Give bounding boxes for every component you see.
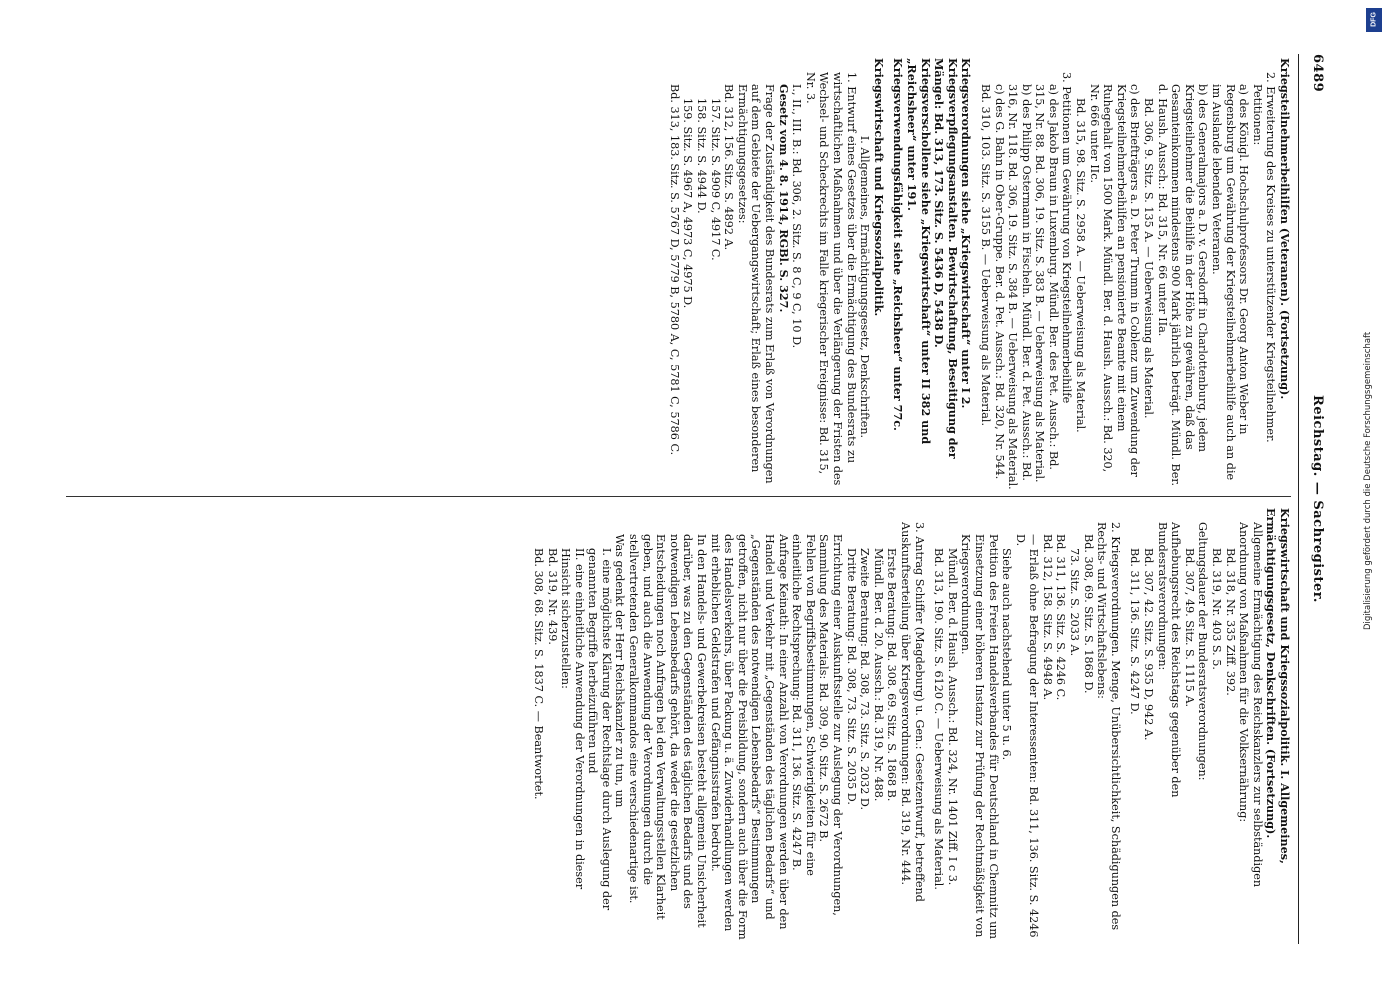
register-entry: Kriegswirtschaft und Kriegssozialpolitik. xyxy=(871,58,886,317)
register-entry: Fehlen von Begriffsbestimmungen, Schwierigkeiten für eine einheitliche Rechtsprechung: Bd. 311, 136. Sitz. S. 4247 B. xyxy=(790,534,817,876)
register-entry: I., II., III. B.: Bd. 306, 2. Sitz. S. 8 C, 9 C, 10 D. xyxy=(790,84,804,349)
credit-text: Digitalisierung gefördert durch die Deutsche Forschungsgemeinschaft xyxy=(1363,331,1373,630)
register-entry: b) des Philipp Ostermann in Fischeln. Mündl. Ber. d. Pet. Aussch.: Bd. 316, Nr. 118. Bd. 306, 19. Sitz. S. 384 B. — Ueberweisung als Material. xyxy=(1006,84,1033,490)
page-header xyxy=(1305,54,1325,944)
register-entry: 2. Erweiterung des Kreises zu unterstützender Kriegsteilnehmer. xyxy=(1264,72,1278,443)
register-entry: Siehe auch nachstehend unter 5 u. 6. xyxy=(1000,548,1014,761)
register-entry: Kriegsverwendungsfähigkeit siehe „Reichsheer“ unter 77c. xyxy=(891,58,906,431)
dfg-logo xyxy=(1366,8,1382,32)
register-entry: Mündl. Ber. d. Haush. Aussch.: Bd. 324, Nr. 1401 Ziff. I c 3. xyxy=(945,548,959,886)
page-number: 6489 xyxy=(1310,54,1325,93)
register-entry: Bd. 308, 69. Sitz. S. 1868 D. xyxy=(1081,534,1095,694)
register-entry: 73. Sitz. S. 2033 A. xyxy=(1068,548,1082,657)
register-entry: Bd. 307, 49. Sitz. S. 1115 A. xyxy=(1182,548,1196,708)
register-entry: — Erlaß ohne Befragung der Interessenten: Bd. 311, 136. Sitz. S. 4246 D. xyxy=(1013,534,1041,938)
register-entry: Was gedenkt der Herr Reichskanzler zu tun, um xyxy=(613,534,627,808)
register-entry: Petition des Freien Handelsverbandes für Deutschland in Chemnitz um Einsetzung einer höheren Instanz zur Prüfung der Rechtmäßigkeit von Kriegsverordnungen. xyxy=(959,534,1000,940)
register-entry: Kriegsverpflegungsanstalten. Bewirtschaftung, Beseitigung der Mängel: Bd. 313, 173. Sitz. S. 5436 D, 5438 D. xyxy=(932,58,960,459)
register-entry: Kriegswirtschaft und Kriegssozialpolitik. I. Allgemeines, Ermächtigungsgesetz, Denkschriften. (Fortsetzung). xyxy=(1264,508,1292,864)
register-entry: Aufhebungsrecht des Reichstags gegenüber den Bundesratsverordnungen: xyxy=(1155,522,1183,798)
page-title: Reichstag. — Sachregister. xyxy=(1310,395,1325,603)
column-divider xyxy=(66,496,1291,497)
register-entry: c) des Briefträgers a. D. Peter Trumm in Coblenz um Zuwendung der Kriegsteilnehmerbeihilfen an pensionierte Beamte mit einem Ruhegehalt von 1500 Mark. Mündl. Ber. d. Haush. Aussch.: Bd. 320, Nr. 666 unter IIc. xyxy=(1087,84,1142,477)
register-entry: Anfrage Keinath: In einer Anzahl von Verordnungen werden über den Handel und Verkehr mit „Gegenständen des täglichen Bedarfs“ und „Gegenständen des notwendigen Lebensbedarfs“ Bestimmungen getroffen, nicht nur über die Preisbildung, sondern auch über die Form des Handelsverkehrs, über Packung u. ä. Zuwiderhandlungen werden mit erheblichen Geldstrafen und Gefängnisstrafen bedroht. xyxy=(708,534,790,940)
register-entry: Kriegsverschollene siehe „Kriegswirtschaft“ unter II 382 und „Reichsheer“ unter 191. xyxy=(904,58,933,445)
register-entry: Bd. 307, 42. Sitz. S. 935 D, 942 A. xyxy=(1142,548,1156,741)
register-entry: Mündl. Ber. d. 20. Aussch.: Bd. 319, Nr. 488. xyxy=(871,548,885,802)
register-entry: Bd. 318, Nr. 335 Ziff. 392. xyxy=(1223,548,1237,696)
register-entry: Bd. 311, 136. Sitz. S. 4246 C. xyxy=(1054,534,1068,701)
register-entry: Petitionen: xyxy=(1250,84,1264,146)
register-entry: Bd. 315, 98. Sitz. S. 2958 A. — Ueberweisung als Material. xyxy=(1074,98,1088,433)
right-column xyxy=(531,508,1291,940)
register-entry: Bd. 313, 183. Sitz. S. 5767 D, 5779 B, 5780 A, C, 5781 C, 5786 C. xyxy=(667,84,681,456)
register-entry: Bd. 308, 68. Sitz. S. 1837 C. — Beantwortet. xyxy=(531,548,545,800)
register-entry: Allgemeine Ermächtigung des Reichskanzlers zur selbständigen Anordnung von Maßnahmen für die Volksernährung: xyxy=(1237,522,1264,888)
register-entry: Erste Beratung: Bd. 308. 69. Sitz. S. 1868 B. xyxy=(885,548,899,802)
register-entry: Bd. 312, 158. Sitz. S. 4948 A. xyxy=(1040,534,1054,701)
register-entry xyxy=(926,508,932,940)
register-entry: Bd. 311, 136. Sitz. S. 4247 D. xyxy=(1128,548,1142,715)
header-rule xyxy=(1298,54,1299,944)
register-entry: 159. Sitz. S. 4967 A, 4973 C, 4975 D. xyxy=(681,98,695,309)
register-entry: 158. Sitz. S. 4944 D. xyxy=(695,98,709,214)
register-entry: Dritte Beratung: Bd. 308, 73. Sitz. S. 2035 D. xyxy=(844,548,858,805)
register-entry: I. eine möglichste Klärung der Rechtslage durch Auslegung der genannten Begriffe herbeizuführen und xyxy=(586,548,613,911)
register-entry xyxy=(1122,508,1128,940)
register-entry: II. eine einheitliche Anwendung der Verordnungen in dieser Hinsicht sicherzustellen: xyxy=(559,548,586,890)
register-entry: 3. Antrag Schiffer (Magdeburg) u. Gen.: Gesetzentwurf, betreffend Auskunftserteilung über Kriegsverordnungen: Bd. 319, Nr. 444. xyxy=(898,522,926,902)
register-entry: I. Allgemeines, Ermächtigungsgesetz, Denkschriften. xyxy=(858,135,872,439)
dfg-logo-text: DFG xyxy=(1370,12,1378,27)
register-entry: 1. Entwurf eines Gesetzes über die Ermächtigung des Bundesrats zu wirtschaftlichen Maßnahmen und über die Verlängerung der Fristen des Wechsel- und Scheckrechts im Falle kriegerischer Ereignisse: Bd. 315, Nr. 3. xyxy=(803,72,858,486)
register-entry: Bd. 312, 156. Sitz. S. 4892 A. xyxy=(722,84,736,251)
register-entry: 3. Petitionen um Gewährung von Kriegsteilnehmerbeihilfe xyxy=(1060,72,1074,404)
register-entry: In den Handels- und Gewerbekreisen besteht allgemein Unsicherheit darüber, was zu den Gegenständen des täglichen Bedarfs und des notwendigen Lebensbedarfs gehört, da weder die gesetzlichen Entscheidungen noch Anfragen bei den Verwaltungsstellen Klarheit geben, und auch die Anwendung der Verordnungen durch die stellvertretenden Generalkommandos eine verschiedenartige ist. xyxy=(627,534,709,928)
register-entry: Geltungsdauer der Bundesratsverordnungen: xyxy=(1196,522,1210,781)
register-entry: c) des G. Bahn in Ober-Gruppe. Ber. d. Pet. Aussch.: Bd. 320, Nr. 544. Bd. 310, 103. Sitz. S. 3155 B. — Ueberweisung als Material. xyxy=(978,84,1006,480)
register-entry: Bd. 319, Nr. 439. xyxy=(545,548,559,645)
register-entry: Errichtung einer Auskunftsstelle zur Auslegung der Verordnungen, Sammlung des Materials: Bd. 309, 90. Sitz. S. 2672 B. xyxy=(817,534,844,916)
register-entry: 2. Kriegsverordnungen. Menge, Unübersichtlichkeit, Schädigungen des Rechts- und Wirtschaftslebens: xyxy=(1095,522,1122,931)
register-entry: Kriegsteilnehmerbeihilfen (Veteranen). (Fortsetzung). xyxy=(1278,58,1292,400)
register-entry: Gesetz vom 4. 8. 1914, RGBl. S. 327. xyxy=(776,84,791,313)
register-entry: Bd. 319, Nr. 403 S. 5. xyxy=(1210,548,1224,670)
digitization-credit xyxy=(1363,10,1377,630)
register-entry: b) des Generalmajors a. D. v. Gersdorff in Charlottenburg, jedem Kriegsteilnehmer die Beihilfe in der Höhe zu gewähren, daß das Gesamteinkommen mindestens 900 Mark jährlich beträgt. Mündl. Ber. d. Haush. Aussch.: Bd. 315, Nr. 66 unter IIa. xyxy=(1155,84,1210,487)
register-entry: Kriegsverordnungen siehe „Kriegswirtschaft“ unter I 2. xyxy=(959,58,974,409)
register-entry: a) des Königl. Hochschulprofessors Dr. Georg Anton Weber in Regensburg um Gewährung der Kriegsteilnehmerbeihilfe auch an die im Auslande lebenden Veteranen. xyxy=(1210,84,1251,481)
left-column xyxy=(667,58,1291,490)
register-entry: Zweite Beratung: Bd. 308, 73. Sitz. S. 2032 D. xyxy=(858,548,872,811)
register-entry: Bd. 313, 190. Sitz. S. 6120 C. — Ueberweisung als Material. xyxy=(932,548,946,890)
register-entry: Bd. 306, 9. Sitz. S. 135 A. — Ueberweisung als Material. xyxy=(1142,98,1156,419)
register-entry: a) des Jakob Braun in Luxemburg. Mündl. Ber. des Pet. Aussch.: Bd. 315, Nr. 88. Bd. 306, 19. Sitz. S. 383 B. — Ueberweisung als Material. xyxy=(1033,84,1060,483)
register-entry: 157. Sitz. S. 4909 C, 4917 C. xyxy=(708,98,722,261)
register-entry: Frage der Zuständigkeit des Bundesrats zum Erlaß von Verordnungen auf dem Gebiete der Uebergangswirtschaft; Erlaß eines besonderen Ermächtigungsgesetzes: xyxy=(735,84,777,484)
